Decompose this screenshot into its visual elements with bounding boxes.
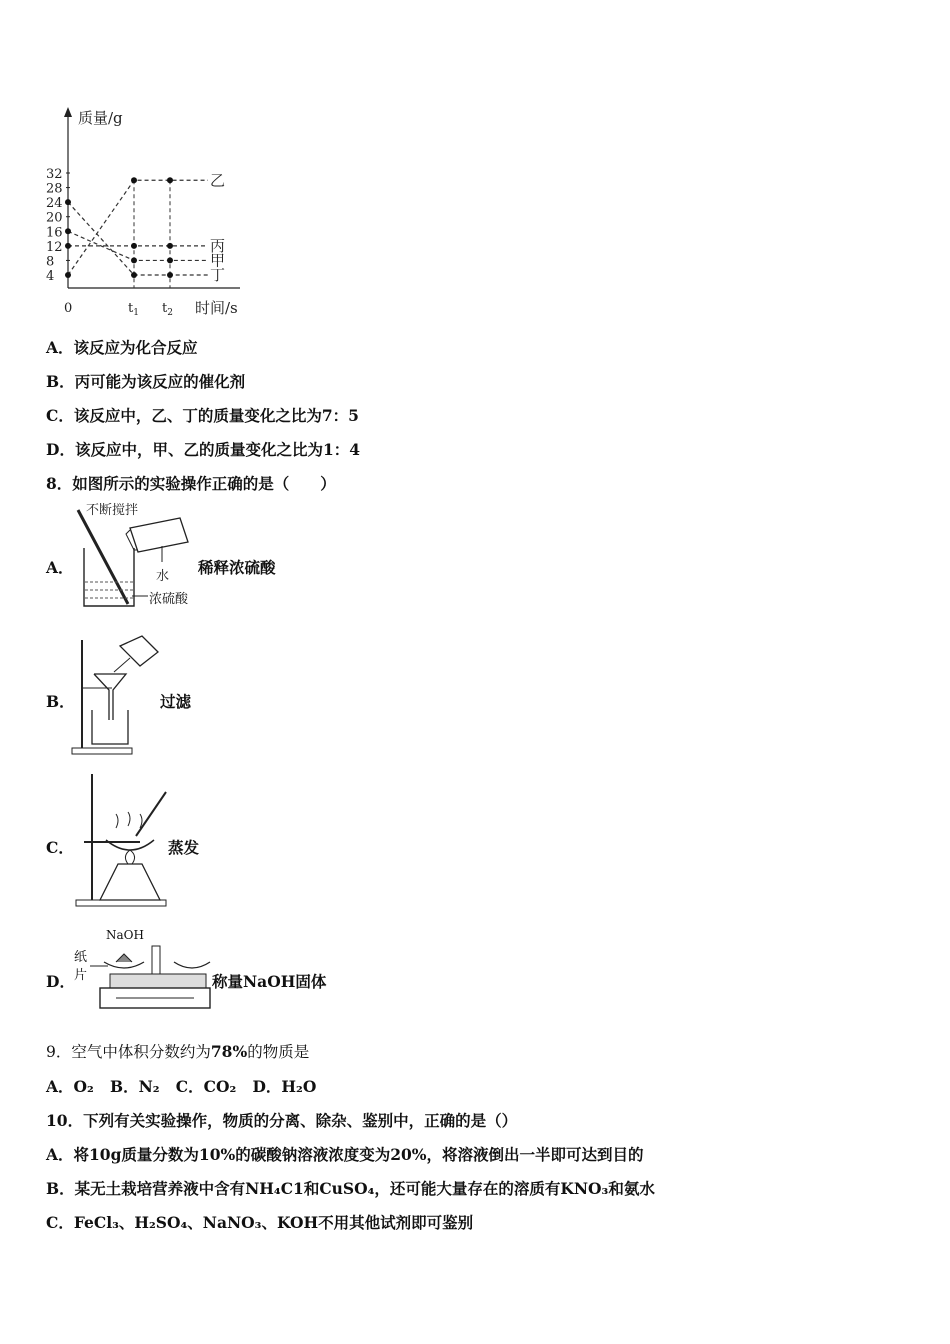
- vapor: [116, 812, 142, 828]
- q8-option-c-caption: 蒸发: [168, 838, 200, 857]
- water-label: 水: [156, 569, 170, 584]
- y-tick-label: 32: [46, 167, 63, 182]
- q7-option-b-text: 丙可能为该反应的催化剂: [74, 372, 246, 391]
- evaporation-figure: [70, 768, 175, 910]
- q7-option-b: [46, 370, 245, 392]
- q9-option-b: B．N₂: [110, 1077, 160, 1096]
- stir-label: 不断搅拌: [86, 503, 139, 518]
- data-point-甲: [65, 228, 71, 234]
- q8-option-b-label: B．: [46, 692, 75, 711]
- funnel: [94, 674, 126, 720]
- y-tick-label: 24: [46, 196, 63, 212]
- series-label-丁: 丁: [210, 266, 226, 284]
- q8-option-c-label: C．: [46, 838, 74, 857]
- y-axis-label: 质量/g: [78, 109, 123, 127]
- y-tick-label: 20: [46, 210, 63, 226]
- water-bottle: [130, 518, 188, 552]
- data-point-丁: [131, 272, 137, 278]
- data-point-乙: [131, 177, 137, 183]
- beaker: [84, 548, 134, 606]
- balance-beam: [110, 974, 206, 988]
- y-tick-label: 4: [46, 269, 55, 284]
- q7-option-d: [46, 438, 360, 460]
- x-tick-t2: $t_2$: [162, 301, 173, 318]
- q8-option-a-caption: 稀释浓硫酸: [198, 558, 276, 577]
- data-point-甲: [167, 257, 173, 263]
- data-point-丁: [167, 272, 173, 278]
- q9-options: [46, 1075, 316, 1097]
- stand-base-c: [76, 900, 166, 906]
- q10-option-a: A．将10g质量分数为10%的碳酸钠溶液浓度变为20%，将溶液倒出一半即可达到目的: [46, 1145, 644, 1164]
- naoh-label: NaOH: [106, 928, 144, 942]
- q7-option-b-label: B．: [46, 372, 75, 391]
- series-label-乙: 乙: [210, 171, 226, 190]
- data-point-丁: [65, 199, 71, 205]
- stand-base: [72, 748, 132, 754]
- q9-stem-prefix: 9．空气中体积分数约为: [46, 1043, 211, 1061]
- q8-option-a-label: A．: [46, 558, 74, 577]
- q9-stem: [46, 1040, 309, 1062]
- beaker-b: [92, 710, 128, 744]
- q8-option-d-label: D．: [46, 972, 75, 991]
- q7-option-c: [46, 404, 359, 426]
- balance-figure: [90, 940, 212, 1014]
- y-axis-arrow: [64, 107, 72, 117]
- mass-time-chart: [40, 105, 270, 320]
- q9-stem-bold: 78%: [210, 1042, 248, 1061]
- paper-label-2: 片: [74, 968, 88, 983]
- q8-option-b-caption: 过滤: [160, 692, 192, 711]
- q7-option-a-label: A．: [46, 338, 74, 357]
- y-tick-label: 28: [46, 181, 63, 197]
- data-point-乙: [65, 272, 71, 278]
- flame: [125, 850, 134, 864]
- data-point-丙: [167, 243, 173, 249]
- q7-option-a: [46, 336, 198, 358]
- q7-option-d-label: D．: [46, 440, 75, 459]
- data-point-丙: [65, 243, 71, 249]
- q10-option-b: B．某无土栽培营养液中含有NH₄C1和CuSO₄，还可能大量存在的溶质有KNO₃和氨水: [46, 1179, 655, 1198]
- series-label-甲: 甲: [210, 251, 226, 270]
- paper-label-1: 纸: [74, 950, 88, 965]
- y-tick-label: 12: [46, 239, 63, 255]
- q9-option-c: C．CO₂: [175, 1077, 237, 1096]
- naoh-pile: [116, 954, 132, 962]
- data-point-乙: [167, 177, 173, 183]
- q7-option-c-label: C．: [46, 406, 74, 425]
- data-point-丙: [131, 243, 137, 249]
- q7-option-a-text: 该反应为化合反应: [73, 338, 198, 357]
- acid-label: 浓硫酸: [149, 592, 189, 607]
- y-tick-label: 8: [46, 254, 55, 270]
- data-point-甲: [131, 257, 137, 263]
- q8-option-d-caption: 称量NaOH固体: [212, 972, 327, 991]
- filtration-figure: [68, 632, 163, 758]
- x-axis-label: 时间/s: [195, 299, 238, 317]
- left-pan: [104, 962, 144, 968]
- q9-option-d: D．H₂O: [252, 1077, 317, 1096]
- right-pan: [174, 962, 210, 968]
- q10-stem: 10．下列有关实验操作，物质的分离、除杂、鉴别中，正确的是（）: [46, 1111, 518, 1130]
- q10-option-c: C．FeCl₃、H₂SO₄、NaNO₃、KOH不用其他试剂即可鉴别: [46, 1213, 474, 1232]
- q7-option-d-text: 该反应中，甲、乙的质量变化之比为1：4: [74, 440, 361, 459]
- series-line-乙: [68, 180, 208, 275]
- q8-stem: 8．如图所示的实验操作正确的是（ ）: [46, 474, 336, 493]
- series-label-丙: 丙: [210, 236, 226, 255]
- balance-pillar: [152, 946, 160, 974]
- x-tick-0: 0: [64, 301, 73, 316]
- y-tick-label: 16: [46, 225, 63, 241]
- series-line-丁: [68, 202, 208, 275]
- q9-stem-suffix: 的物质是: [247, 1043, 310, 1061]
- pour-rod: [114, 658, 130, 672]
- funnel-left: [94, 674, 109, 720]
- q9-option-a: A．O₂: [46, 1077, 94, 1096]
- burner: [100, 864, 160, 900]
- q7-option-c-text: 该反应中，乙、丁的质量变化之比为7：5: [73, 406, 359, 425]
- x-tick-t1: $t_1$: [128, 301, 139, 318]
